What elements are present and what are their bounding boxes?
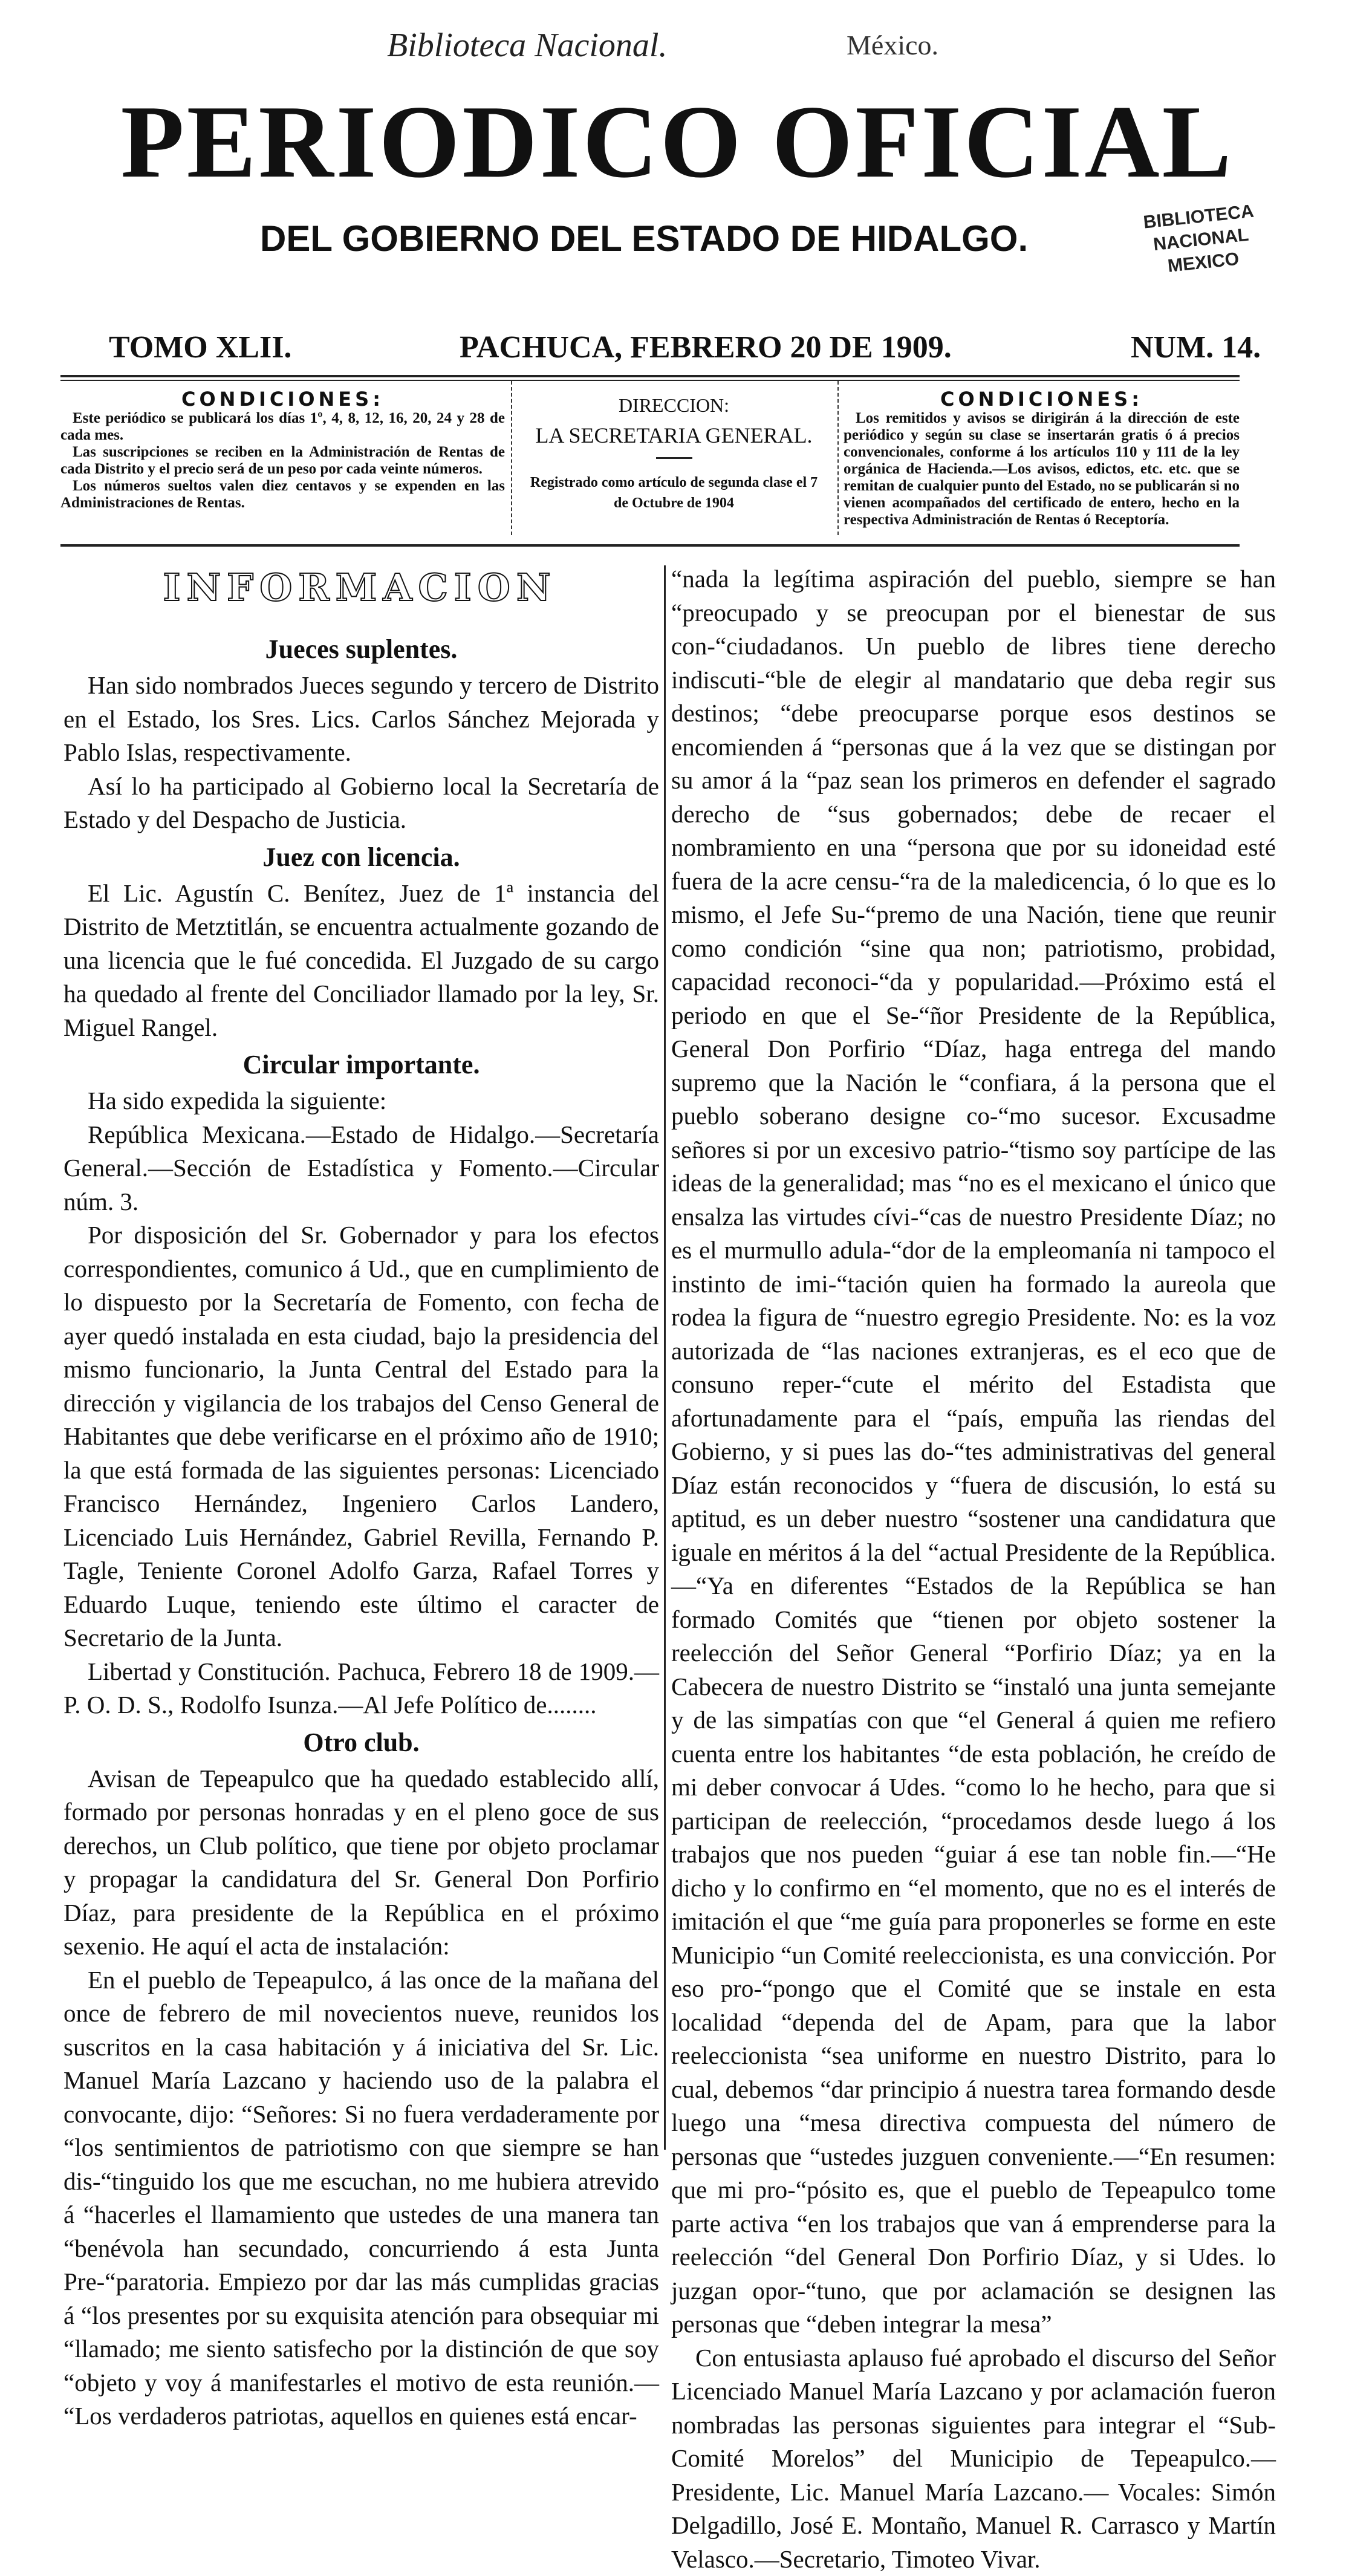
article-heading: Circular importante. [63,1047,659,1083]
article-paragraph: Avisan de Tepeapulco que ha quedado establecido allí, formado por personas honradas y en el pleno goce de sus derechos, un Club político, que tiene por objeto proclamar y propagar la candidatura del Sr. General Don Porfirio Díaz, para presidente de la República en el próximo sexenio. He aquí el acta de instalación: [63,1762,659,1963]
article-heading: Juez con licencia. [63,839,659,876]
divider [60,544,1240,547]
left-column [63,629,659,2433]
condition-text: Los números sueltos valen diez centavos y se expenden en las Administraciones de Rentas. [60,478,505,512]
article-paragraph: En el pueblo de Tepeapulco, á las once de la mañana del once de febrero de mil novecientos nueve, reunidos los suscritos en la casa habitación y á iniciativa del Sr. Lic. Manuel María Lazcano y haciendo uso de la palabra el convocante, dijo: “Señores: Si no fuera verdaderamente por “los sentimientos de patriotismo con que siempre se han dis-“tinguido los que me escuchan, no me hubiera atrevido á “hacerles el llamamiento que ustedes de una manera tan “benévola han secundado, concurriendo á esta Junta Pre-“paratoria. Empiezo por dar las más cumplidas gracias á “los presentes por su exquisita atención para obsequiar mi “llamado; me siento satisfecho por la distinción de que soy “objeto y voy á manifestarles el motivo de esta reunión.— “Los verdaderos patriotas, aquellos en quienes está encar- [63,1963,659,2433]
direction-heading: DIRECCION: [515,397,833,414]
place-date: PACHUCA, FEBRERO 20 DE 1909. [460,330,952,365]
article-paragraph: El Lic. Agustín C. Benítez, Juez de 1ª instancia del Distrito de Metztitlán, se encuentra actualmente gozando de una licencia que le fué concedida. El Juzgado de su cargo ha quedado al frente del Conciliador llamado por la ley, Sr. Miguel Rangel. [63,877,659,1045]
conditions-heading: CONDICIONES: [844,391,1240,408]
article-paragraph: Ha sido expedida la siguiente: [63,1084,659,1118]
article-paragraph: Libertad y Constitución. Pachuca, Febrero 18 de 1909.— P. O. D. S., Rodolfo Isunza.—Al Jefe Político de........ [63,1655,659,1722]
issue-number: NUM. 14. [1131,330,1261,365]
conditions-right [844,387,1240,532]
article-paragraph: “nada la legítima aspiración del pueblo, siempre se han “preocupado y se preocupan por el bienestar de sus con-“ciudadanos. Un pueblo de libres tiene derecho indiscuti-“ble de elegir al mandatario que deba regir sus destinos; “debe preocuparse porque esos destinos se encomienden á “personas que á la vez que se distingan por su amor á la “paz sean los primeros en defender el sagrado derecho de “sus gobernados; debe de recaer el nombramiento en una “persona que por su idoneidad esté fuera de la acre censu-“ra de la maledicencia, ó lo que es lo mismo, el Jefe Su-“premo de una Nación, tiene que reunir como condición “sine qua non; patriotismo, probidad, capacidad reconoci-“da y popularidad.—Próximo está el periodo en que el Se-“ñor Presidente de la República, General Don Porfirio “Díaz, haga entrega del mando supremo que la Nación le “confiara, á la persona que el pueblo soberano designe co-“mo sucesor. Excusadme señores si por un excesivo patrio-“tismo soy partícipe de las ideas de la generalidad; mas “no es el mexicano el único que ensalza las virtudes cívi-“cas de nuestro Presidente Díaz; no es el murmullo adula-“dor de la empleomanía ni tampoco el instinto de imi-“tación quien ha formado la aureola que rodea la figura de “nuestro egregio Presidente. No: es la voz autorizada de “las naciones extranjeras, es el eco que de consuno reper-“cute el mérito del Estadista que afortunadamente para el “país, empuña las riendas del Gobierno, y si pues las do-“tes administrativas del general Díaz están reconocidos y “fuera de discusión, lo está su aptitud, es un deber nuestro “sostener una candidatura que iguale en méritos á la del “actual Presidente de la República.—“Ya en diferentes “Estados de la República se han formado Comités que “tienen por objeto sostener la reelección del Señor General “Porfirio Díaz; ya en la Cabecera de nuestro Distrito se “instaló una junta semejante y de las simpatías con que “el General á quien me refiero cuenta entre los habitantes “de esta población, he creído de mi deber convocar á Udes. “como lo he hecho, para que si participan de reelección, “procedamos desde luego á los trabajos que nos pueden “guiar á ese tan noble fin.—“He dicho y lo confirmo en “el momento, que no es el interés de imitación el que “me guía para proponerles se forme en este Municipio “un Comité reeleccionista, es una convicción. Por eso pro-“pongo que el Comité que se instale en esta localidad “dependa del de Apam, para que la labor reeleccionista “sea uniforme en nuestro Distrito, para lo cual, debemos “dar principio á nuestra tarea formando desde luego una “mesa directiva compuesta del número de personas que “ustedes juzguen conveniente.—“En resumen: que mi pro-“pósito es, que el pueblo de Tepeapulco tome parte activa “en los trabajos que van á emprenderse para la reelección “del General Don Porfirio Díaz, y si Udes. lo juzgan opor-“tuno, que por aclamación se designen las personas que “deben integrar la mesa” [671,562,1276,2341]
issue-line [60,330,1240,372]
conditions-heading: CONDICIONES: [60,391,505,408]
article-paragraph: Han sido nombrados Jueces segundo y tercero de Distrito en el Estado, los Sres. Lics. Carlos Sánchez Mejorada y Pablo Islas, respectivamente. [63,669,659,770]
right-column [671,562,1276,2576]
conditions-box [60,387,1240,538]
library-stamp-city: México. [847,24,938,67]
direction-box [515,387,833,532]
article-heading: Jueces suplentes. [63,631,659,668]
article-paragraph: Con entusiasta aplauso fué aprobado el discurso del Señor Licenciado Manuel María Lazcano y por aclamación fueron nombradas las personas siguientes para integrar el “Sub-Comité Morelos” del Municipio de Tepeapulco.— Presidente, Lic. Manuel María Lazcano.— Vocales: Simón Delgadillo, José E. Montaño, Manuel R. Carrasco y Martín Velasco.—Secretario, Timoteo Vivar. [671,2341,1276,2576]
condition-text: Este periódico se publicará los días 1º, 4, 8, 12, 16, 20, 24 y 28 de cada mes. [60,410,505,444]
condition-text: Los remitidos y avisos se dirigirán á la dirección de este periódico y según su clase se insertarán gratis ó á precios convencionales, conforme á los artículos 110 y 111 de la ley orgánica de Hacienda.—Los avisos, edictos, etc. etc. que se remitan de cualquier punto del Estado, no se publicarán si no vienen acompañados del certificado de entero, hecho en la respectiva Administración de Rentas ó Receptoría. [844,410,1240,529]
direction-name: LA SECRETARIA GENERAL. [515,427,833,444]
newspaper-subtitle: DEL GOBIERNO DEL ESTADO DE HIDALGO. [260,209,1028,269]
article-paragraph: Así lo ha participado al Gobierno local la Secretaría de Estado y del Despacho de Justicia. [63,770,659,837]
article-paragraph: Por disposición del Sr. Gobernador y para los efectos correspondientes, comunico á Ud., que en cumplimiento de lo dispuesto por la Secretaría de Fomento, con fecha de ayer quedó instalada en esta ciudad, bajo la presidencia del mismo funcionario, la Junta Central del Estado para la dirección y vigilancia de los trabajos del Censo General de Habitantes que debe verificarse en el próximo año de 1910; la que está formada de las siguientes personas: Licenciado Francisco Hernández, Ingeniero Carlos Landero, Licenciado Luis Hernández, Gabriel Revilla, Fernando P. Tagle, Teniente Coronel Adolfo Garza, Rafael Torres y Eduardo Luque, teniendo este último el caracter de Secretario de la Junta. [63,1218,659,1655]
article-paragraph: República Mexicana.—Estado de Hidalgo.—Secretaría General.—Sección de Estadística y Fomento.—Circular núm. 3. [63,1118,659,1219]
registration-note: Registrado como artículo de segunda clase el 7 de Octubre de 1904 [515,472,833,513]
section-title: INFORMACION [60,565,659,610]
article-heading: Otro club. [63,1725,659,1761]
library-stamp: Biblioteca Nacional. [387,18,726,73]
conditions-left [60,387,505,532]
divider [60,380,1240,381]
divider [656,457,692,459]
divider [60,375,1240,377]
corner-library-stamp: BIBLIOTECA NACIONAL MEXICO [1116,197,1284,268]
column-divider [664,565,666,2150]
condition-text: Las suscripciones se reciben en la Administración de Rentas de cada Distrito y el precio será de un peso por cada veinte números. [60,444,505,478]
newspaper-title: PERIODICO OFICIAL [85,82,1270,203]
volume: TOMO XLII. [109,330,291,365]
